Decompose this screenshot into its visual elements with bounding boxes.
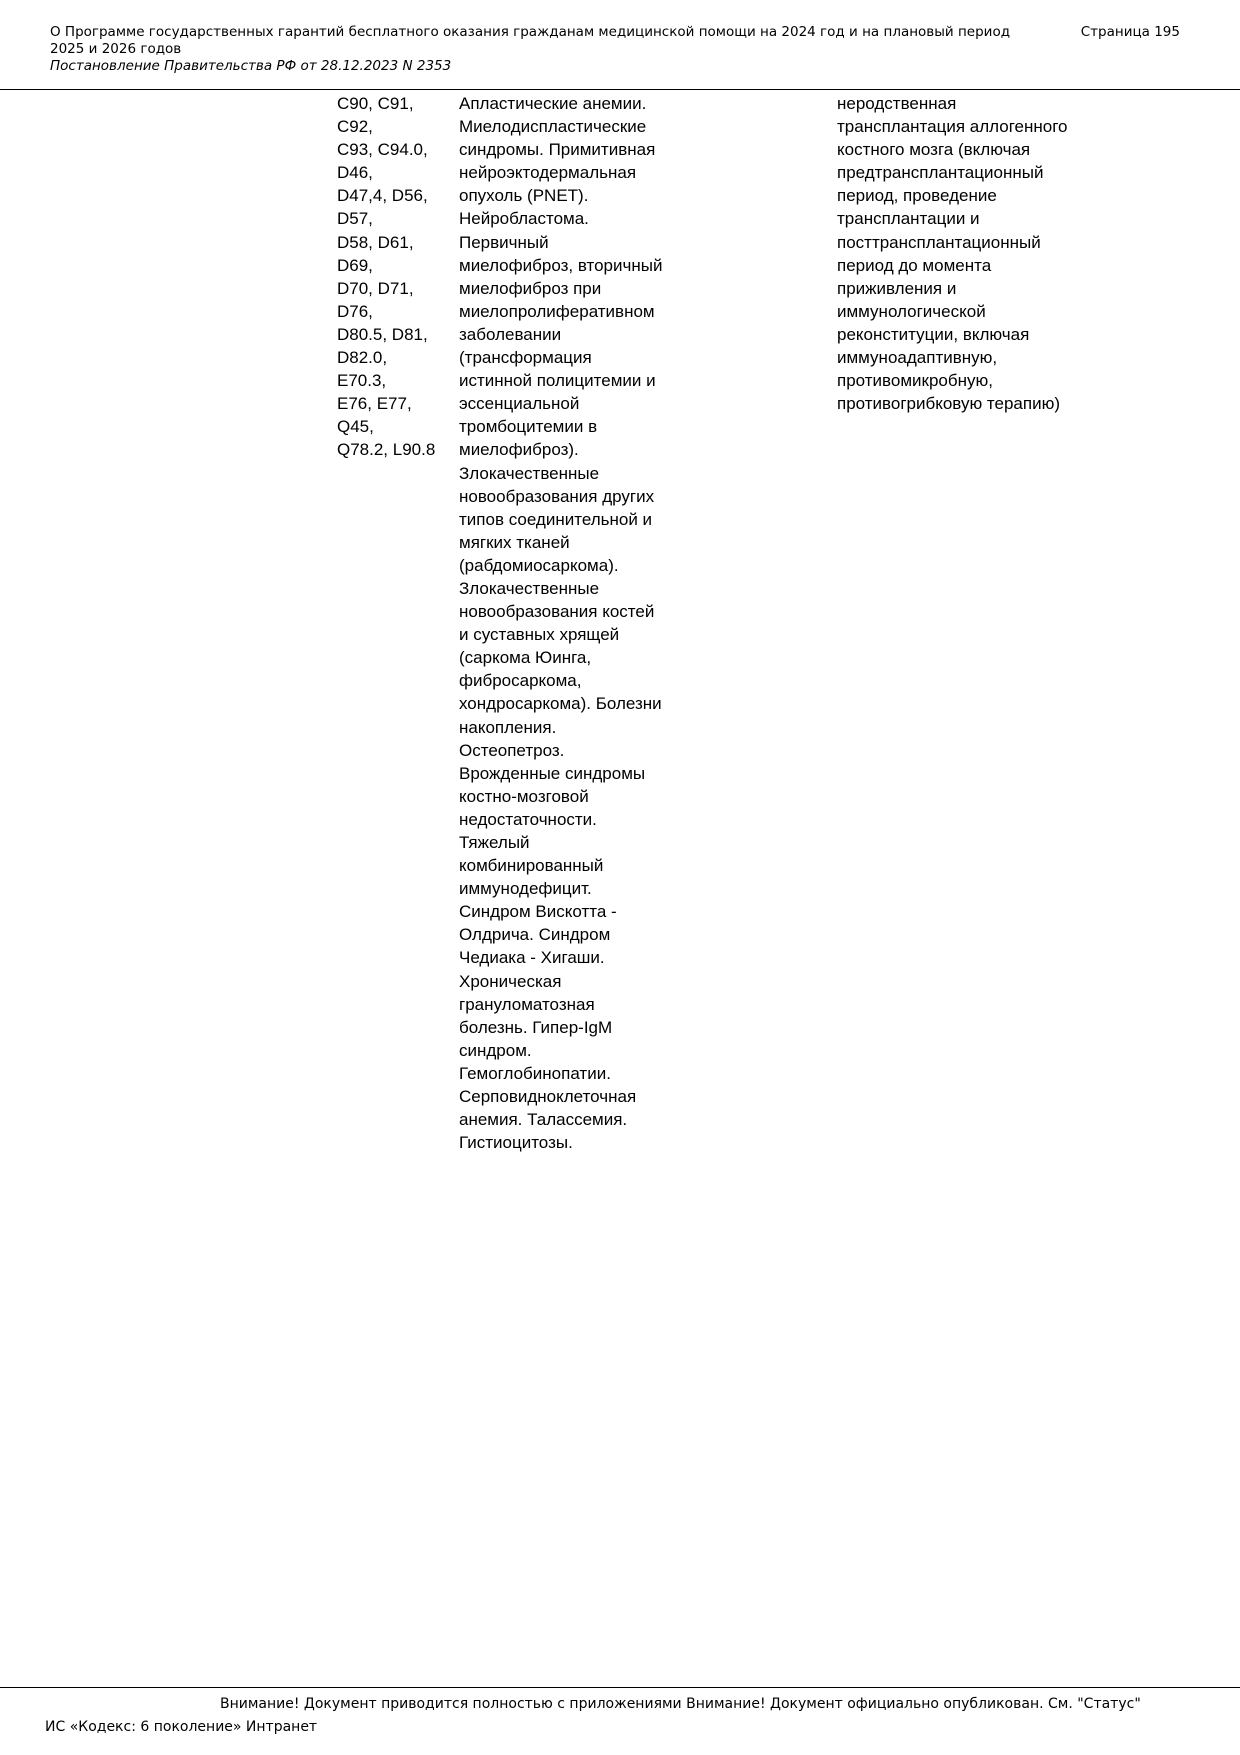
table-cell-codes: С90, С91, С92, С93, С94.0, D46, D47,4, D56, D57, D58, D61, D69, D70, D71, D76, D80.5, D81, D82.0, E70.3, E76, E77, Q45, Q78.2, L90.8 xyxy=(337,94,436,460)
table-cell-diagnoses: Апластические анемии. Миелодиспластические синдромы. Примитивная нейроэктодермальная опухоль (PNET). Нейробластома. Первичный миелофиброз, вторичный миелофиброз при миелопролиферативном заболевании (трансформация истинной полицитемии и эссенциальной тромбоцитемии в миелофиброз). Злокачественные новообразования других типов соединительной и мягких тканей (рабдомиосаркома). Злокачественные новообразования костей и суставных хрящей (саркома Юинга, фибросаркома, хондросаркома). Болезни накопления. Остеопетроз. Врожденные синдромы костно-мозговой недостаточности. Тяжелый комбинированный иммунодефицит. Синдром Вискотта - Олдрича. Синдром Чедиака - Хигаши. Хроническая грануломатозная болезнь. Гипер-IgM синдром. Гемоглобинопатии. Серповидноклеточная анемия. Талассемия. Гистиоцитозы. xyxy=(459,94,663,1153)
footer-divider xyxy=(0,1687,1240,1688)
document-title: О Программе государственных гарантий бесплатного оказания гражданам медицинской помощи на 2024 год и на плановый период 2025 и 2026 годов xyxy=(50,24,1011,57)
footer-system: ИС «Кодекс: 6 поколение» Интранет xyxy=(45,1719,318,1735)
header-divider xyxy=(0,89,1240,90)
footer-note: Внимание! Документ приводится полностью с приложениями Внимание! Документ официально опубликован. См. "Статус" xyxy=(220,1696,1141,1712)
page-number: Страница 195 xyxy=(1080,24,1180,40)
table-cell-treatment: неродственная трансплантация аллогенного костного мозга (включая предтрансплантационный период, проведение трансплантации и посттрансплантационный период до момента приживления и иммунологической реконституции, включая иммуноадаптивную, противомикробную, противогрибковую терапию) xyxy=(837,94,1068,414)
document-subtitle: Постановление Правительства РФ от 28.12.2023 N 2353 xyxy=(50,58,452,74)
page-header xyxy=(50,24,1180,75)
